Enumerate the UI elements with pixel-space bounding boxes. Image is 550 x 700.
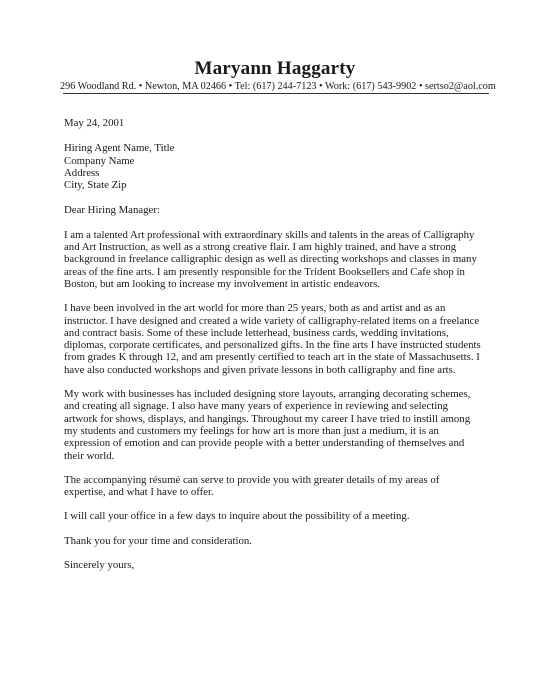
body-paragraph: I am a talented Art professional with extraordinary skills and talents in the areas of Calligraphy and Art Instruction, as well as a strong creative flair. I am highly trained, and have a strong background in freelance calligraphic design as well as directing workshops and classes in many areas of the fine arts. I am presently responsible for the Trident Booksellers and Cafe shop in Boston, but am looking to increase my involvement in artistic endeavors. bbox=[64, 228, 477, 290]
body-paragraph: I have been involved in the art world for more than 25 years, both as and artist and as an instructor. I have designed and created a wide variety of calligraphy-related items on a freelance and contract basis. Some of these include letterhead, business cards, wedding invitations, diplomas, corporate certificates, and personalized gifts. In the fine arts I have instructed students from grades K through 12, and am presently certified to teach art in the state of Massachusetts. I have also conducted workshops and given private lessons in both calligraphy and fine arts. bbox=[64, 302, 481, 376]
letter-body bbox=[64, 117, 482, 571]
letterhead bbox=[60, 58, 496, 93]
recipient-address bbox=[64, 142, 482, 191]
body-paragraph: I will call your office in a few days to inquire about the possibility of a meeting. bbox=[64, 510, 410, 523]
sender-contact-info: 296 Woodland Rd. • Newton, MA 02466 • Tel: (617) 244-7123 • Work: (617) 543-9902 • sertso2@aol.com bbox=[60, 81, 496, 92]
letterhead-divider bbox=[63, 93, 489, 94]
recipient-line: City, State Zip bbox=[64, 179, 127, 192]
recipient-line: Hiring Agent Name, Title bbox=[64, 142, 175, 155]
recipient-line: Company Name bbox=[64, 154, 135, 167]
sender-name: Maryann Haggarty bbox=[194, 58, 356, 79]
recipient-line: Address bbox=[64, 166, 100, 179]
closing: Sincerely yours, bbox=[64, 559, 135, 572]
letter-date: May 24, 2001 bbox=[64, 117, 125, 129]
body-paragraph: Thank you for your time and consideration. bbox=[64, 534, 252, 547]
body-paragraph: The accompanying résumé can serve to provide you with greater details of my areas of expertise, and what I have to offer. bbox=[64, 473, 440, 499]
body-paragraph: My work with businesses has included designing store layouts, arranging decorating schemes, and creating all signage. I also have many years of experience in reviewing and selecting artwork for shows, displays, and hangings. Throughout my career I have tried to instill among my students and customers my feelings for how art is more than just a medium, it is an expression of emotion and can provide people with a better understanding of themselves and their world. bbox=[64, 388, 471, 462]
salutation: Dear Hiring Manager: bbox=[64, 204, 160, 217]
